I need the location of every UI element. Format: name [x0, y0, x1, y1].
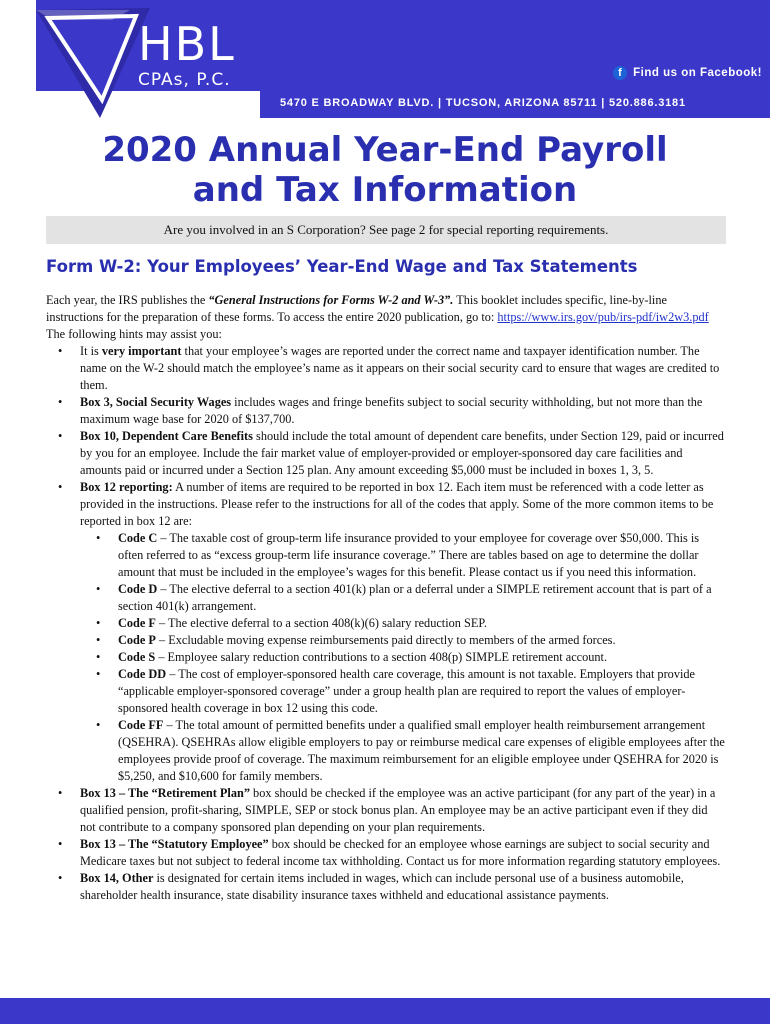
title-line-1: 2020 Annual Year-End Payroll — [102, 130, 668, 170]
item-pre: It is — [80, 344, 102, 358]
logo-name: HBL — [138, 17, 236, 71]
intro-paragraph — [46, 292, 726, 343]
logo-subtitle: CPAs, P.C. — [138, 70, 231, 90]
s-corp-note: Are you involved in an S Corporation? See page 2 for special reporting requirements. — [46, 216, 726, 244]
code-item — [80, 717, 726, 785]
item-bold: Box 3, Social Security Wages — [80, 395, 232, 409]
intro-text: Each year, the IRS publishes the — [46, 293, 209, 307]
item-text: that your employee’s wages are reported under the correct name and taxpayer identification number. The name on the W-2 should match the employee’s name as it appears on their social security card to ensure that wages are credited to them. — [80, 344, 720, 392]
item-bold: Box 14, Other — [80, 871, 154, 885]
code-text: – Employee salary reduction contributions to a section 408(p) SIMPLE retirement account. — [155, 650, 608, 664]
address-line: 5470 E BROADWAY BLVD. | TUCSON, ARIZONA 85711 | 520.886.3181 — [280, 97, 686, 109]
item-text: box should be checked for an employee whose earnings are subject to social security and Medicare taxes but not subject to federal income tax withholding. Contact us for more information regarding statutory employees. — [80, 837, 721, 868]
page-title — [0, 130, 770, 210]
facebook-label: Find us on Facebook! — [633, 67, 762, 79]
item-bold: Box 12 reporting: — [80, 480, 173, 494]
code-text: – The total amount of permitted benefits under a qualified small employer health reimbursement arrangement (QSEHRA). QSEHRAs allow eligible employers to pay or reimburse medical care expenses of eligible employees after the employees provide proof of coverage. The maximum reimbursement for an eligible employee under QSEHRA for 2020 is $5,250, and $10,600 for family members. — [118, 718, 725, 783]
item-bold: Box 13 – The “Retirement Plan” — [80, 786, 250, 800]
list-item — [46, 479, 726, 785]
hints-list — [46, 343, 726, 904]
item-text: includes wages and fringe benefits subject to social security withholding, but not more than the maximum wage base for 2020 of $137,700. — [80, 395, 703, 426]
facebook-icon: f — [613, 66, 627, 80]
list-item — [46, 343, 726, 394]
code-label: Code C — [118, 531, 158, 545]
item-bold: Box 10, Dependent Care Benefits — [80, 429, 253, 443]
intro-bold: “General Instructions for Forms W-2 and W-3”. — [208, 293, 454, 307]
code-text: – The taxable cost of group-term life insurance provided to your employee for coverage over $50,000. This is often referred to as “excess group-term life insurance coverage.” There are tables based on age to determine the dollar amount that must be included in the employee’s wages for this benefit. Please contact us if you need this information. — [118, 531, 700, 579]
item-text: A number of items are required to be reported in box 12. Each item must be referenced with a code letter as provided in the instructions. Please refer to the instructions for all of the codes that apply. Some of the more common items to be reported in box 12 are: — [80, 480, 714, 528]
item-text: box should be checked if the employee was an active participant (for any part of the year) in a qualified pension, profit-sharing, SIMPLE, SEP or stock bonus plan. An employee may be an active participant even if they did not contribute to a company sponsored plan depending on your plan requirements. — [80, 786, 716, 834]
code-text: – The elective deferral to a section 408(k)(6) salary reduction SEP. — [155, 616, 487, 630]
facebook-link[interactable] — [613, 66, 762, 80]
item-text: is designated for certain items included in wages, which can include personal use of a business automobile, shareholder health insurance, state disability insurance taxes withheld and educational assistance payments. — [80, 871, 684, 902]
header — [0, 0, 770, 118]
code-text: – The cost of employer-sponsored health care coverage, this amount is not taxable. Employers that provide “applicable employer-sponsored coverage” under a group health plan are required to report the values of employer-sponsored health coverage in box 12 using this code. — [118, 667, 695, 715]
logo — [138, 17, 236, 90]
code-item — [80, 649, 726, 666]
code-label: Code FF — [118, 718, 164, 732]
code-text: – The elective deferral to a section 401(k) plan or a deferral under a SIMPLE retirement account that is part of a section 401(k) arrangement. — [118, 582, 712, 613]
list-item — [46, 836, 726, 870]
list-item — [46, 428, 726, 479]
item-bold: Box 13 – The “Statutory Employee” — [80, 837, 269, 851]
section-body — [46, 292, 726, 904]
title-line-2: and Tax Information — [192, 170, 578, 210]
code-item — [80, 666, 726, 717]
code-label: Code D — [118, 582, 158, 596]
code-label: Code S — [118, 650, 156, 664]
code-item — [80, 632, 726, 649]
code-text: – Excludable moving expense reimbursements paid directly to members of the armed forces. — [155, 633, 616, 647]
section-heading: Form W-2: Your Employees’ Year-End Wage and Tax Statements — [46, 257, 638, 276]
intro-text-2: This booklet includes specific, line-by-line instructions for the preparation of these forms. To access the entire 2020 publication, go to: — [46, 293, 667, 324]
item-bold: very important — [101, 344, 182, 358]
code-label: Code F — [118, 616, 156, 630]
code-item — [80, 530, 726, 581]
code-item — [80, 581, 726, 615]
code-label: Code P — [118, 633, 156, 647]
list-item — [46, 870, 726, 904]
item-text: should include the total amount of dependent care benefits, under Section 129, paid or incurred by you for an employee. Include the fair market value of employer-provided or employer-sponsored day care facilities and amounts paid or incurred under a Section 125 plan. Any amount exceeding $5,000 must be included in boxes 1, 3, 5. — [80, 429, 724, 477]
intro-text-3: The following hints may assist you: — [46, 327, 222, 341]
list-item — [46, 785, 726, 836]
irs-link[interactable]: https://www.irs.gov/pub/irs-pdf/iw2w3.pdf — [497, 310, 709, 324]
list-item — [46, 394, 726, 428]
codes-list — [80, 530, 726, 785]
code-label: Code DD — [118, 667, 167, 681]
code-item — [80, 615, 726, 632]
footer-bar — [0, 998, 770, 1024]
